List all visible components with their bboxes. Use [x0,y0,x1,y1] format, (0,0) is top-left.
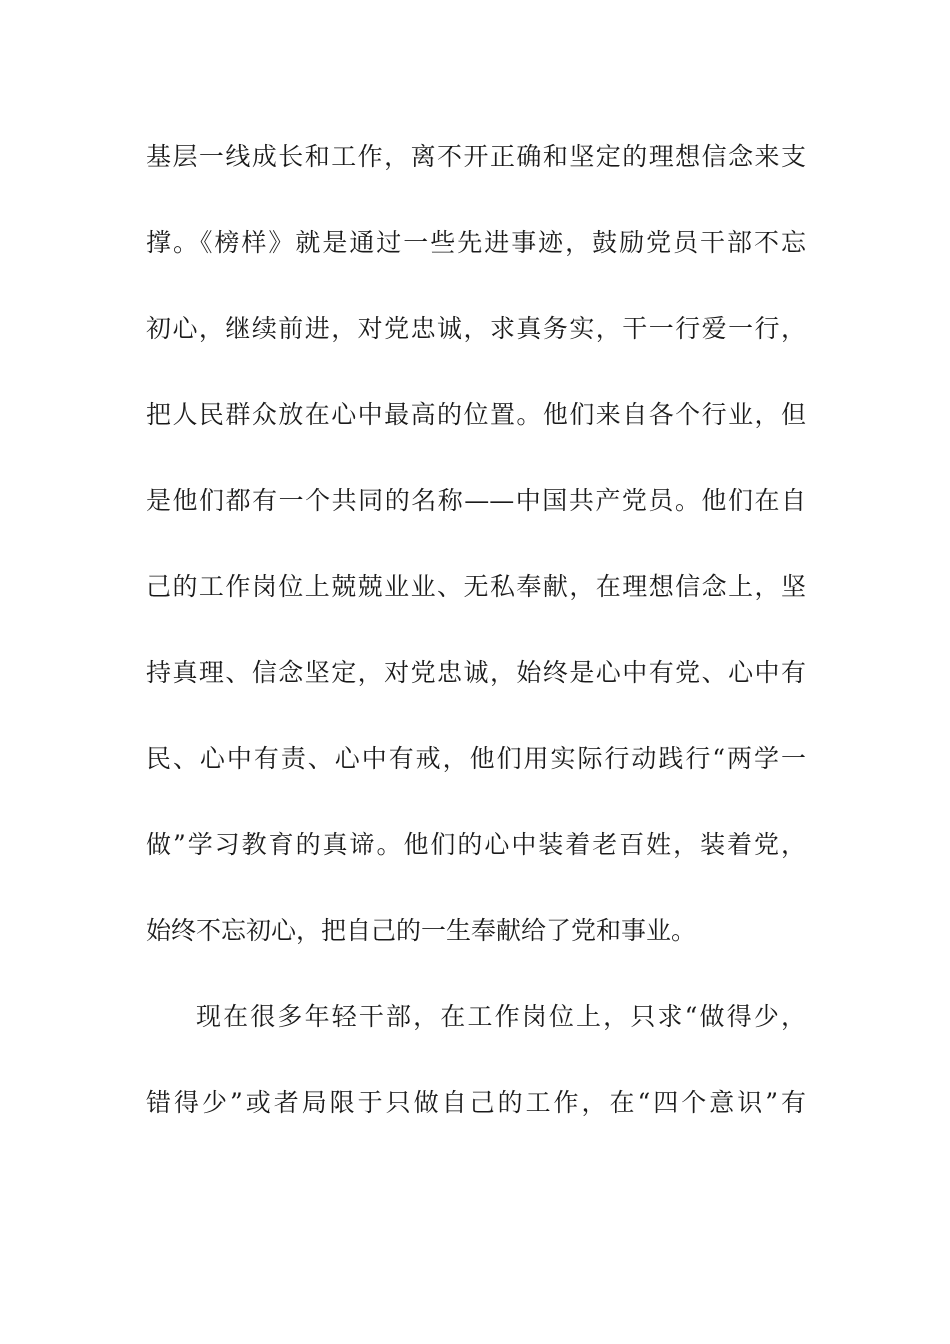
text-line: 现在很多年轻干部，在工作岗位上，只求“做得少， [196,1002,806,1031]
text-line: 持真理、信念坚定，对党忠诚，始终是心中有党、心中有 [146,658,806,687]
text-line: 错得少”或者局限于只做自己的工作，在“四个意识”有 [146,1088,806,1117]
text-line: 是他们都有一个共同的名称——中国共产党员。他们在自 [146,486,806,515]
text-line: 基层一线成长和工作，离不开正确和坚定的理想信念来支 [146,142,806,171]
text-line: 民、心中有责、心中有戒，他们用实际行动践行“两学一 [146,744,806,773]
text-line: 初心，继续前进，对党忠诚，求真务实，干一行爱一行， [146,314,806,343]
text-line: 撑。《榜样》就是通过一些先进事迹，鼓励党员干部不忘 [146,228,806,257]
text-line: 做”学习教育的真谛。他们的心中装着老百姓，装着党， [146,830,806,859]
text-line: 己的工作岗位上兢兢业业、无私奉献，在理想信念上，坚 [146,572,806,601]
text-line: 把人民群众放在心中最高的位置。他们来自各个行业，但 [146,400,806,429]
text-line: 始终不忘初心，把自己的一生奉献给了党和事业。 [146,916,697,945]
